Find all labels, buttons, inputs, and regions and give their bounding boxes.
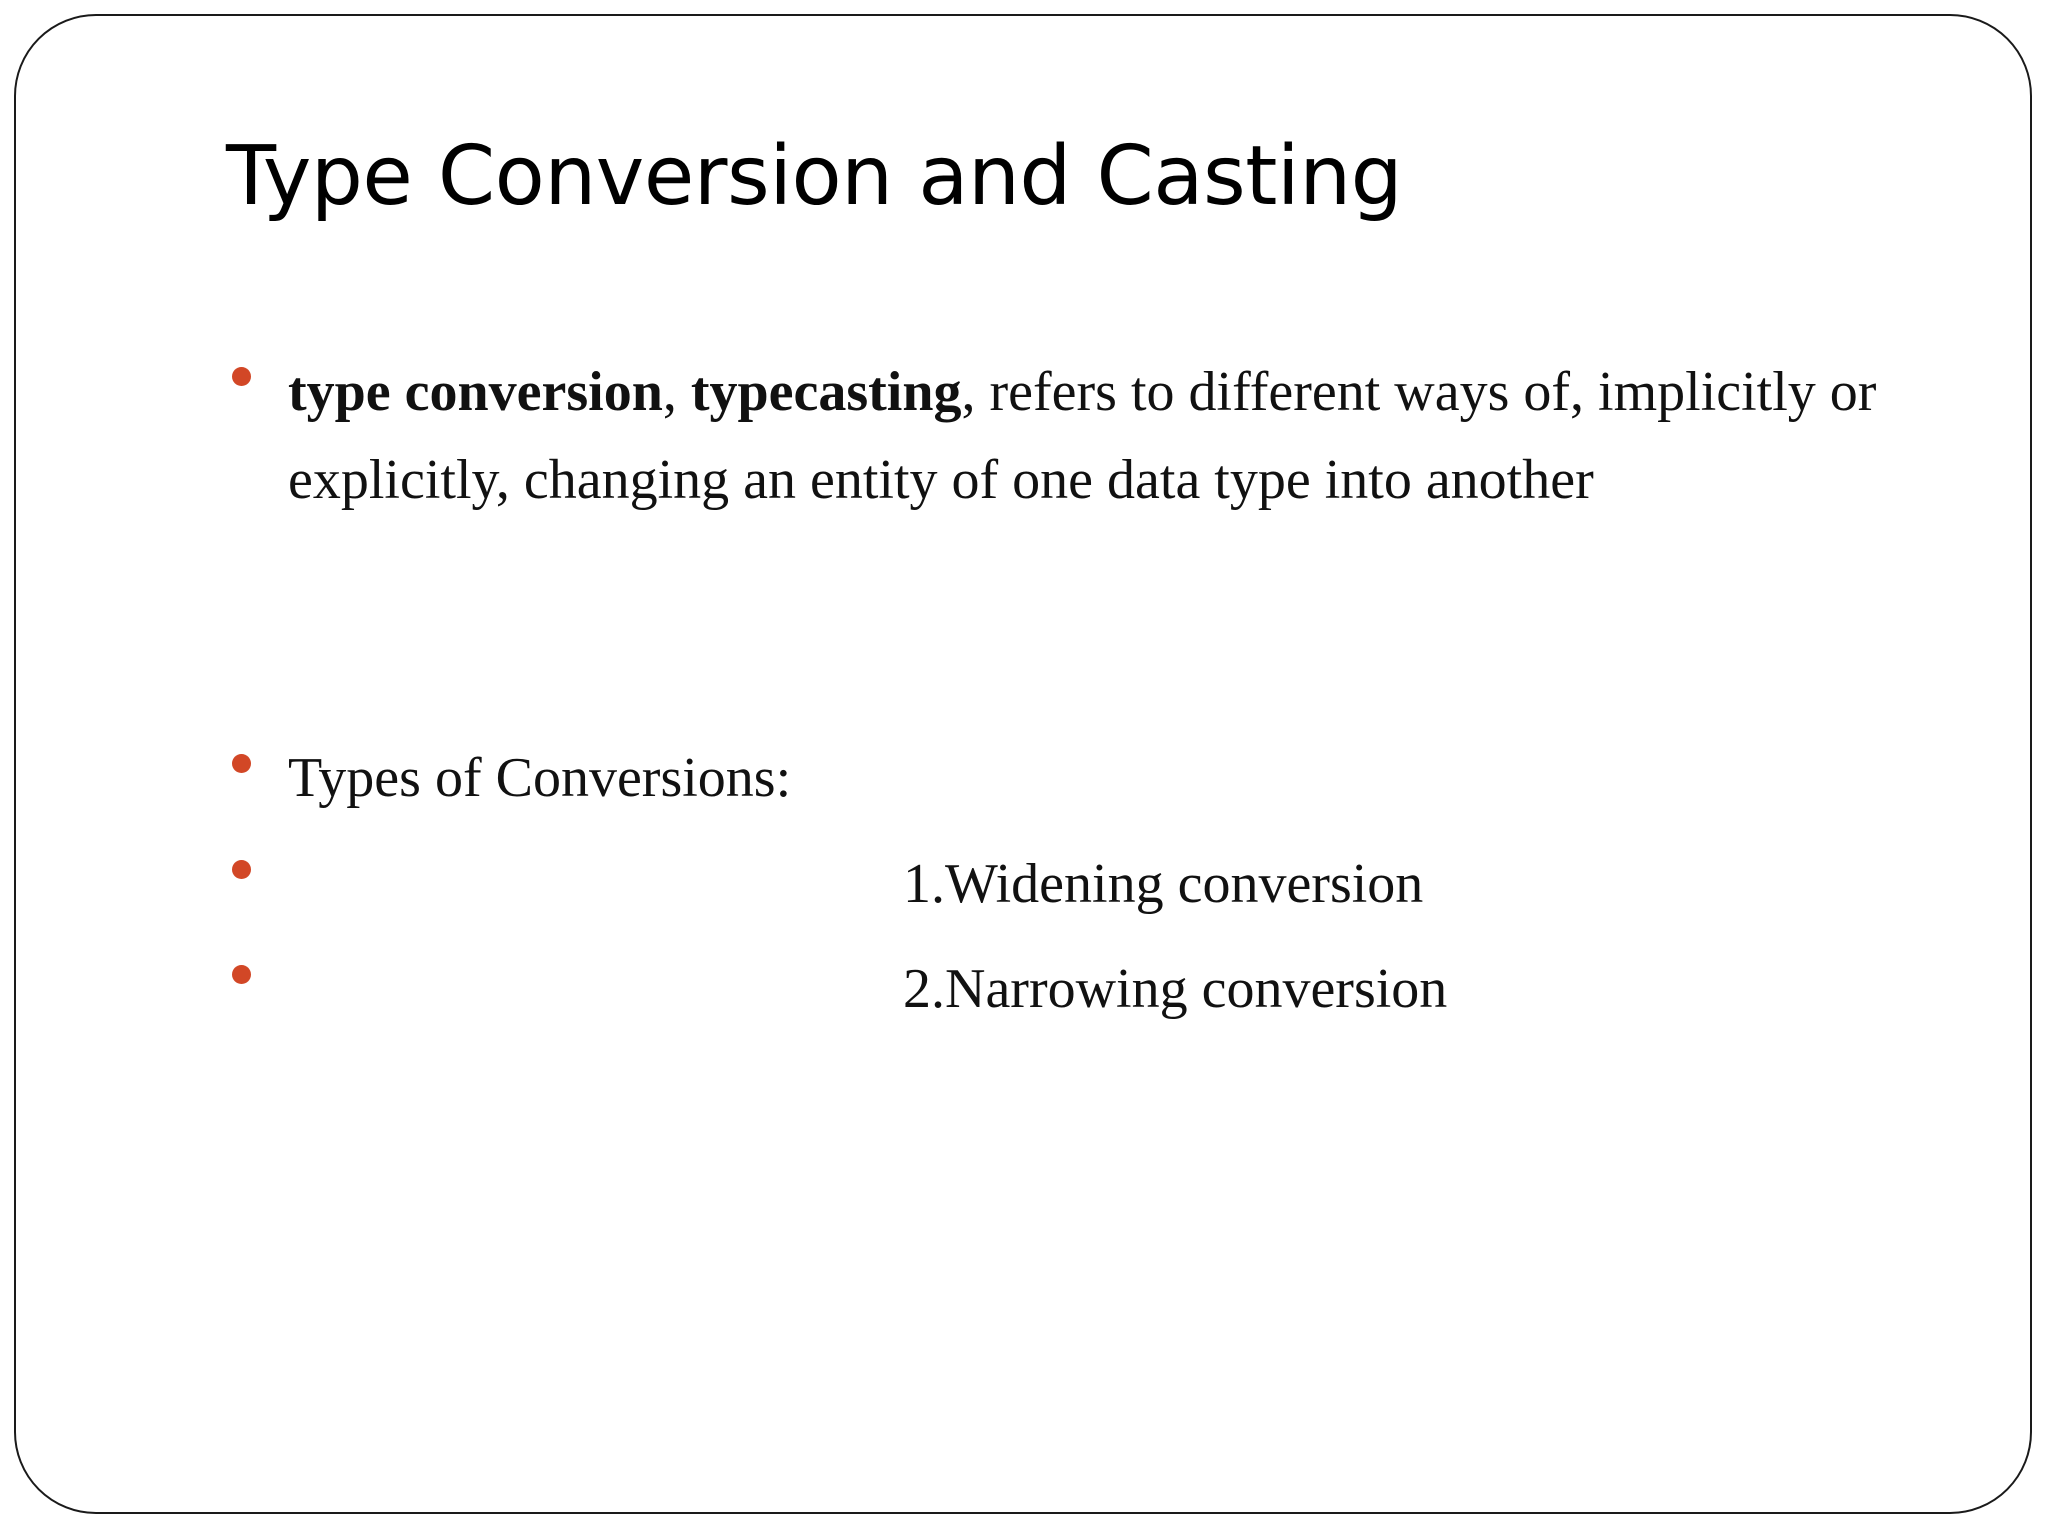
bullet-icon [232, 754, 251, 773]
bullet-types-heading: Types of Conversions: [288, 747, 792, 809]
list-item-widening: 1.Widening conversion [903, 853, 1424, 915]
slide-title: Type Conversion and Casting [226, 129, 1403, 224]
list-item-narrowing: 2.Narrowing conversion [903, 958, 1448, 1020]
bullet-icon [232, 860, 251, 879]
definition-text: , refers to different ways of, implicitly or explicitly, changing an entity of one data type into another [288, 361, 1877, 511]
term-typecasting: typecasting [690, 361, 962, 423]
term-separator: , [662, 361, 691, 423]
bullet-icon [232, 965, 251, 984]
bullet-definition [288, 348, 1908, 524]
bullet-icon [232, 367, 251, 386]
term-type-conversion: type conversion [288, 361, 663, 423]
